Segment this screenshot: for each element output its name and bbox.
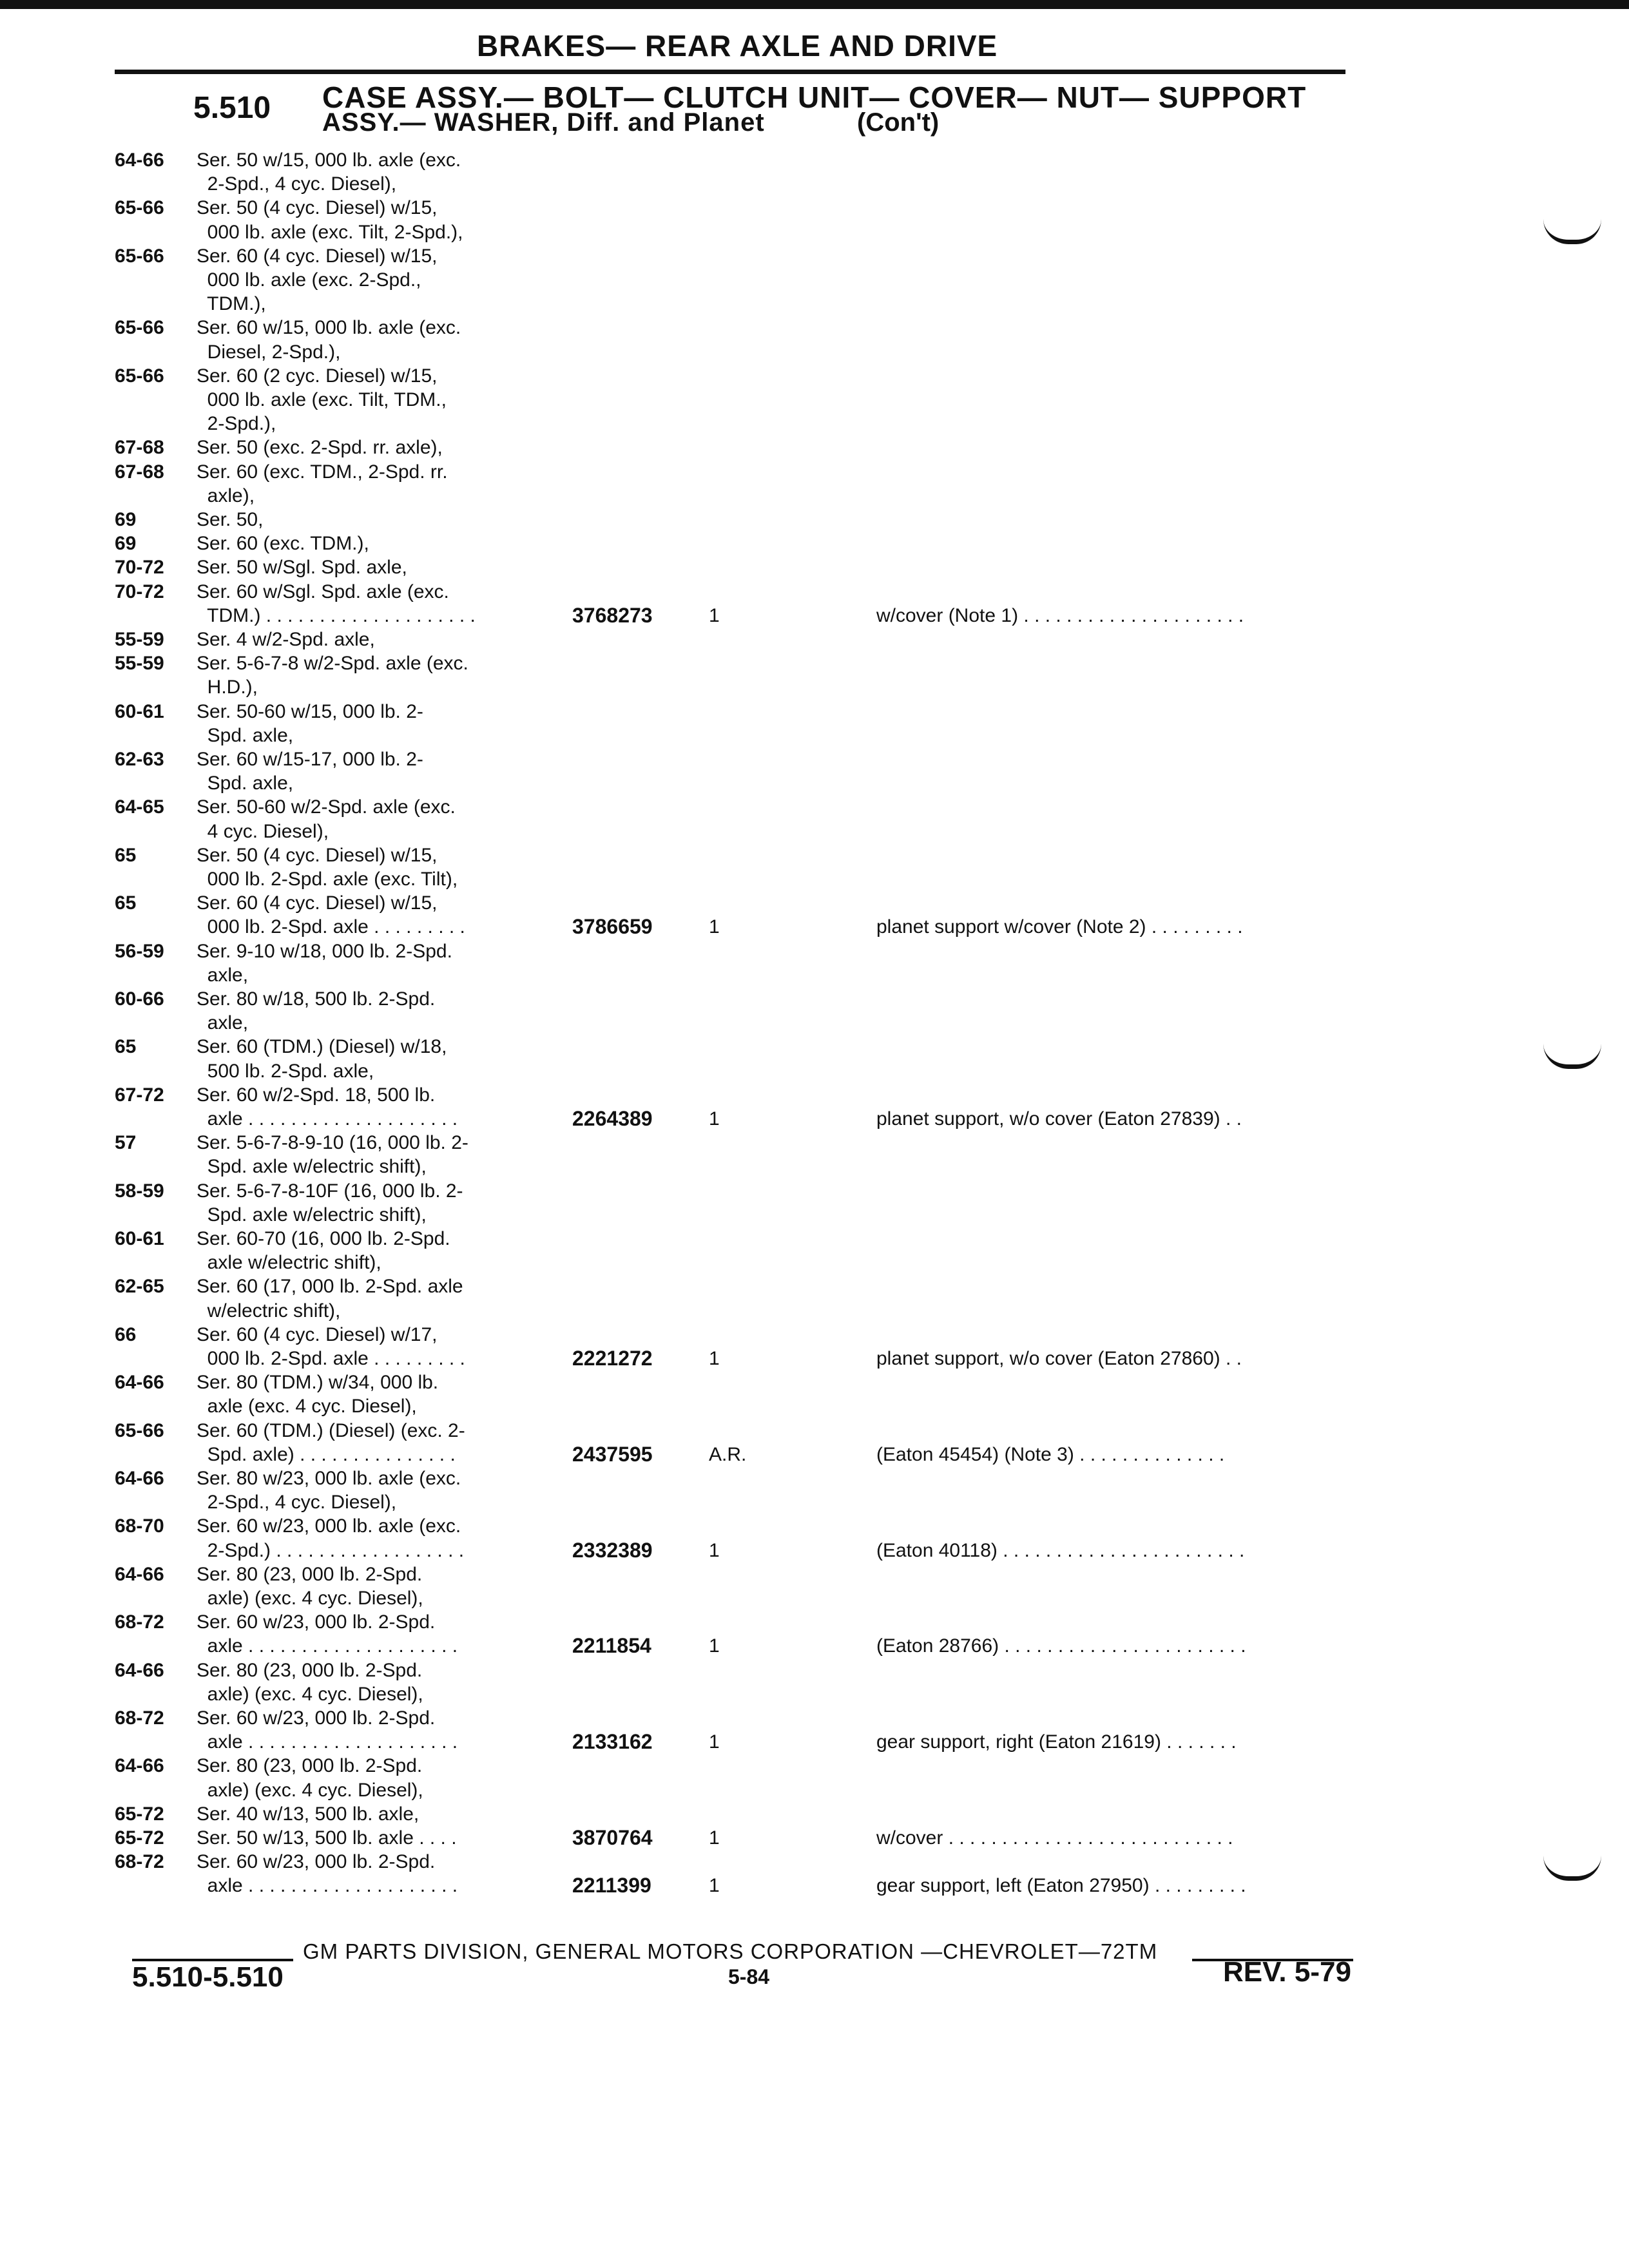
year-range: 65-66 [115, 1419, 164, 1441]
vehicle-description: axle . . . . . . . . . . . . . . . . . . . . [197, 1731, 458, 1753]
section-number: 5.510 [193, 91, 271, 125]
year-range: 70-72 [115, 581, 164, 602]
vehicle-description: Ser. 80 w/18, 500 lb. 2-Spd. [197, 988, 436, 1010]
vehicle-description: Ser. 60 w/15, 000 lb. axle (exc. [197, 317, 461, 339]
year-range: 69 [115, 509, 137, 530]
vehicle-description: Ser. 60 w/23, 000 lb. axle (exc. [197, 1515, 461, 1537]
vehicle-description: 2-Spd.), [197, 413, 276, 435]
vehicle-description: Ser. 50-60 w/15, 000 lb. 2- [197, 700, 423, 722]
vehicle-description: Ser. 60 w/Sgl. Spd. axle (exc. [197, 581, 449, 602]
vehicle-description: Ser. 60 w/15-17, 000 lb. 2- [197, 749, 423, 770]
year-range: 64-66 [115, 1563, 164, 1585]
year-range: 69 [115, 533, 137, 555]
part-note: w/cover . . . . . . . . . . . . . . . . . . . . . . . . . . . [876, 1827, 1233, 1849]
year-range: 65-66 [115, 365, 164, 387]
vehicle-description: Ser. 4 w/2-Spd. axle, [197, 629, 375, 650]
vehicle-description: axle . . . . . . . . . . . . . . . . . . . . [197, 1108, 458, 1129]
part-note: (Eaton 45454) (Note 3) . . . . . . . . . . . . . . [876, 1443, 1225, 1465]
vehicle-description: 2-Spd.) . . . . . . . . . . . . . . . . . . [197, 1539, 465, 1561]
year-range: 65-66 [115, 245, 164, 267]
part-note: planet support, w/o cover (Eaton 27860) . . [876, 1348, 1242, 1369]
vehicle-description: axle w/electric shift), [197, 1252, 381, 1274]
year-range: 60-61 [115, 700, 164, 722]
part-number: 2211399 [572, 1874, 651, 1898]
part-number: 2437595 [572, 1442, 653, 1466]
vehicle-description: Ser. 60 (17, 000 lb. 2-Spd. axle [197, 1276, 463, 1298]
year-range: 64-66 [115, 1372, 164, 1394]
vehicle-description: axle) (exc. 4 cyc. Diesel), [197, 1683, 423, 1705]
year-range: 55-59 [115, 629, 164, 650]
vehicle-description: Ser. 5-6-7-8-10F (16, 000 lb. 2- [197, 1180, 463, 1202]
quantity: 1 [709, 1635, 720, 1657]
vehicle-description: Spd. axle, [197, 724, 294, 746]
year-range: 65-72 [115, 1803, 164, 1825]
quantity: 1 [709, 1827, 720, 1849]
part-note: gear support, right (Eaton 21619) . . . . . . . [876, 1731, 1237, 1753]
year-range: 64-66 [115, 1755, 164, 1777]
vehicle-description: Ser. 60 w/2-Spd. 18, 500 lb. [197, 1084, 436, 1106]
year-range: 67-72 [115, 1084, 164, 1106]
vehicle-description: Spd. axle w/electric shift), [197, 1204, 427, 1225]
year-range: 65-66 [115, 317, 164, 339]
section-title-line-1: CASE ASSY.— BOLT— CLUTCH UNIT— COVER— NUT— SUPPORT [322, 81, 1307, 114]
footer-page-number: 5-84 [728, 1965, 770, 1988]
vehicle-description: Ser. 60 w/23, 000 lb. 2-Spd. [197, 1611, 436, 1633]
year-range: 65-66 [115, 197, 164, 219]
quantity: 1 [709, 604, 720, 626]
vehicle-description: axle, [197, 964, 249, 986]
year-range: 55-59 [115, 653, 164, 675]
year-range: 62-63 [115, 749, 164, 770]
vehicle-description: Ser. 80 w/23, 000 lb. axle (exc. [197, 1468, 461, 1489]
vehicle-description: Ser. 60 (exc. TDM., 2-Spd. rr. [197, 461, 448, 483]
part-number: 3768273 [572, 603, 653, 627]
quantity: 1 [709, 1539, 720, 1561]
year-range: 62-65 [115, 1276, 164, 1298]
year-range: 56-59 [115, 940, 164, 962]
quantity: 1 [709, 1731, 720, 1753]
vehicle-description: axle, [197, 1012, 249, 1034]
vehicle-description: Ser. 40 w/13, 500 lb. axle, [197, 1803, 419, 1825]
page-title: BRAKES— REAR AXLE AND DRIVE [477, 29, 998, 62]
year-range: 70-72 [115, 557, 164, 579]
year-range: 68-72 [115, 1611, 164, 1633]
year-range: 66 [115, 1323, 137, 1345]
quantity: 1 [709, 1348, 720, 1369]
vehicle-description: Ser. 60 (exc. TDM.), [197, 533, 369, 555]
part-number: 2264389 [572, 1107, 653, 1130]
part-note: gear support, left (Eaton 27950) . . . . . . . . . [876, 1875, 1246, 1897]
part-note: (Eaton 28766) . . . . . . . . . . . . . . . . . . . . . . . [876, 1635, 1246, 1657]
quantity: 1 [709, 1108, 720, 1129]
vehicle-description: TDM.) . . . . . . . . . . . . . . . . . . . . [197, 604, 476, 626]
part-number: 2221272 [572, 1347, 653, 1370]
vehicle-description: Ser. 50 (4 cyc. Diesel) w/15, [197, 844, 438, 866]
section-title-line-2: ASSY.— WASHER, Diff. and Planet [322, 108, 765, 137]
year-range: 68-70 [115, 1515, 164, 1537]
year-range: 64-66 [115, 1659, 164, 1681]
year-range: 65-72 [115, 1827, 164, 1849]
vehicle-description: 000 lb. 2-Spd. axle . . . . . . . . . [197, 916, 465, 938]
vehicle-description: Ser. 9-10 w/18, 000 lb. 2-Spd. [197, 940, 452, 962]
vehicle-description: Diesel, 2-Spd.), [197, 341, 341, 363]
vehicle-description: 2-Spd., 4 cyc. Diesel), [197, 1492, 397, 1514]
section-continued: (Con't) [857, 108, 940, 137]
vehicle-description: Ser. 50 w/15, 000 lb. axle (exc. [197, 149, 461, 171]
vehicle-description: Ser. 60 (2 cyc. Diesel) w/15, [197, 365, 438, 387]
vehicle-description: Ser. 50 (4 cyc. Diesel) w/15, [197, 197, 438, 219]
quantity: 1 [709, 916, 720, 938]
vehicle-description: 000 lb. 2-Spd. axle . . . . . . . . . [197, 1348, 465, 1369]
quantity: A.R. [709, 1443, 747, 1465]
vehicle-description: Ser. 60 w/23, 000 lb. 2-Spd. [197, 1851, 436, 1873]
year-range: 60-66 [115, 988, 164, 1010]
part-number: 3786659 [572, 915, 653, 939]
year-range: 65 [115, 1036, 137, 1058]
year-range: 65 [115, 892, 137, 914]
part-number: 3870764 [572, 1826, 653, 1849]
vehicle-description: 000 lb. axle (exc. Tilt, TDM., [197, 389, 447, 410]
vehicle-description: axle (exc. 4 cyc. Diesel), [197, 1396, 417, 1418]
vehicle-description: axle . . . . . . . . . . . . . . . . . . . . [197, 1635, 458, 1657]
vehicle-description: Ser. 50 (exc. 2-Spd. rr. axle), [197, 437, 443, 459]
part-note: planet support, w/o cover (Eaton 27839) . . [876, 1108, 1242, 1129]
footer-section-code: 5.510-5.510 [132, 1961, 284, 1993]
year-range: 68-72 [115, 1851, 164, 1873]
vehicle-description: w/electric shift), [197, 1300, 341, 1321]
year-range: 68-72 [115, 1707, 164, 1729]
part-note: w/cover (Note 1) . . . . . . . . . . . . . . . . . . . . . [876, 604, 1244, 626]
part-note: planet support w/cover (Note 2) . . . . . . . . . [876, 916, 1243, 938]
vehicle-description: Ser. 60 (TDM.) (Diesel) w/18, [197, 1036, 447, 1058]
year-range: 58-59 [115, 1180, 164, 1202]
vehicle-description: Ser. 60 (4 cyc. Diesel) w/15, [197, 245, 438, 267]
vehicle-description: Spd. axle, [197, 773, 294, 794]
year-range: 67-68 [115, 461, 164, 483]
vehicle-description: Ser. 60 (TDM.) (Diesel) (exc. 2- [197, 1419, 465, 1441]
year-range: 57 [115, 1132, 137, 1154]
vehicle-description: Spd. axle w/electric shift), [197, 1156, 427, 1178]
vehicle-description: TDM.), [197, 293, 266, 315]
vehicle-description: 2-Spd., 4 cyc. Diesel), [197, 173, 397, 195]
vehicle-description: Ser. 50, [197, 509, 264, 530]
vehicle-description: Ser. 50 w/13, 500 lb. axle . . . . [197, 1827, 457, 1849]
vehicle-description: 500 lb. 2-Spd. axle, [197, 1060, 374, 1082]
part-note: (Eaton 40118) . . . . . . . . . . . . . . . . . . . . . . . [876, 1539, 1245, 1561]
vehicle-description: Ser. 60 (4 cyc. Diesel) w/15, [197, 892, 438, 914]
vehicle-description: Ser. 60 (4 cyc. Diesel) w/17, [197, 1323, 438, 1345]
vehicle-description: Ser. 5-6-7-8 w/2-Spd. axle (exc. [197, 653, 468, 675]
quantity: 1 [709, 1875, 720, 1897]
vehicle-description: axle) (exc. 4 cyc. Diesel), [197, 1588, 423, 1609]
footer-publisher: GM PARTS DIVISION, GENERAL MOTORS CORPORATION —CHEVROLET—72TM [303, 1939, 1158, 1963]
vehicle-description: Spd. axle) . . . . . . . . . . . . . . . [197, 1443, 456, 1465]
year-range: 64-66 [115, 1468, 164, 1489]
year-range: 60-61 [115, 1228, 164, 1249]
vehicle-description: 000 lb. axle (exc. Tilt, 2-Spd.), [197, 221, 463, 243]
vehicle-description: axle) (exc. 4 cyc. Diesel), [197, 1779, 423, 1801]
vehicle-description: Ser. 5-6-7-8-9-10 (16, 000 lb. 2- [197, 1132, 468, 1154]
vehicle-description: Ser. 60-70 (16, 000 lb. 2-Spd. [197, 1228, 450, 1249]
year-range: 64-65 [115, 796, 164, 818]
vehicle-description: Ser. 80 (TDM.) w/34, 000 lb. [197, 1372, 439, 1394]
vehicle-description: 000 lb. 2-Spd. axle (exc. Tilt), [197, 869, 458, 890]
part-number: 2332389 [572, 1538, 653, 1562]
year-range: 64-66 [115, 149, 164, 171]
vehicle-description: Ser. 50 w/Sgl. Spd. axle, [197, 557, 407, 579]
vehicle-description: Ser. 80 (23, 000 lb. 2-Spd. [197, 1659, 423, 1681]
vehicle-description: axle . . . . . . . . . . . . . . . . . . . . [197, 1875, 458, 1897]
part-number: 2211854 [572, 1634, 651, 1658]
vehicle-description: Ser. 60 w/23, 000 lb. 2-Spd. [197, 1707, 436, 1729]
year-range: 65 [115, 844, 137, 866]
footer-revision: REV. 5-79 [1223, 1956, 1351, 1988]
year-range: 67-68 [115, 437, 164, 459]
vehicle-description: Ser. 80 (23, 000 lb. 2-Spd. [197, 1755, 423, 1777]
vehicle-description: 4 cyc. Diesel), [197, 820, 329, 842]
vehicle-description: axle), [197, 485, 255, 506]
vehicle-description: 000 lb. axle (exc. 2-Spd., [197, 269, 421, 291]
vehicle-description: Ser. 50-60 w/2-Spd. axle (exc. [197, 796, 456, 818]
vehicle-description: Ser. 80 (23, 000 lb. 2-Spd. [197, 1563, 423, 1585]
vehicle-description: H.D.), [197, 677, 258, 698]
part-number: 2133162 [572, 1730, 653, 1754]
